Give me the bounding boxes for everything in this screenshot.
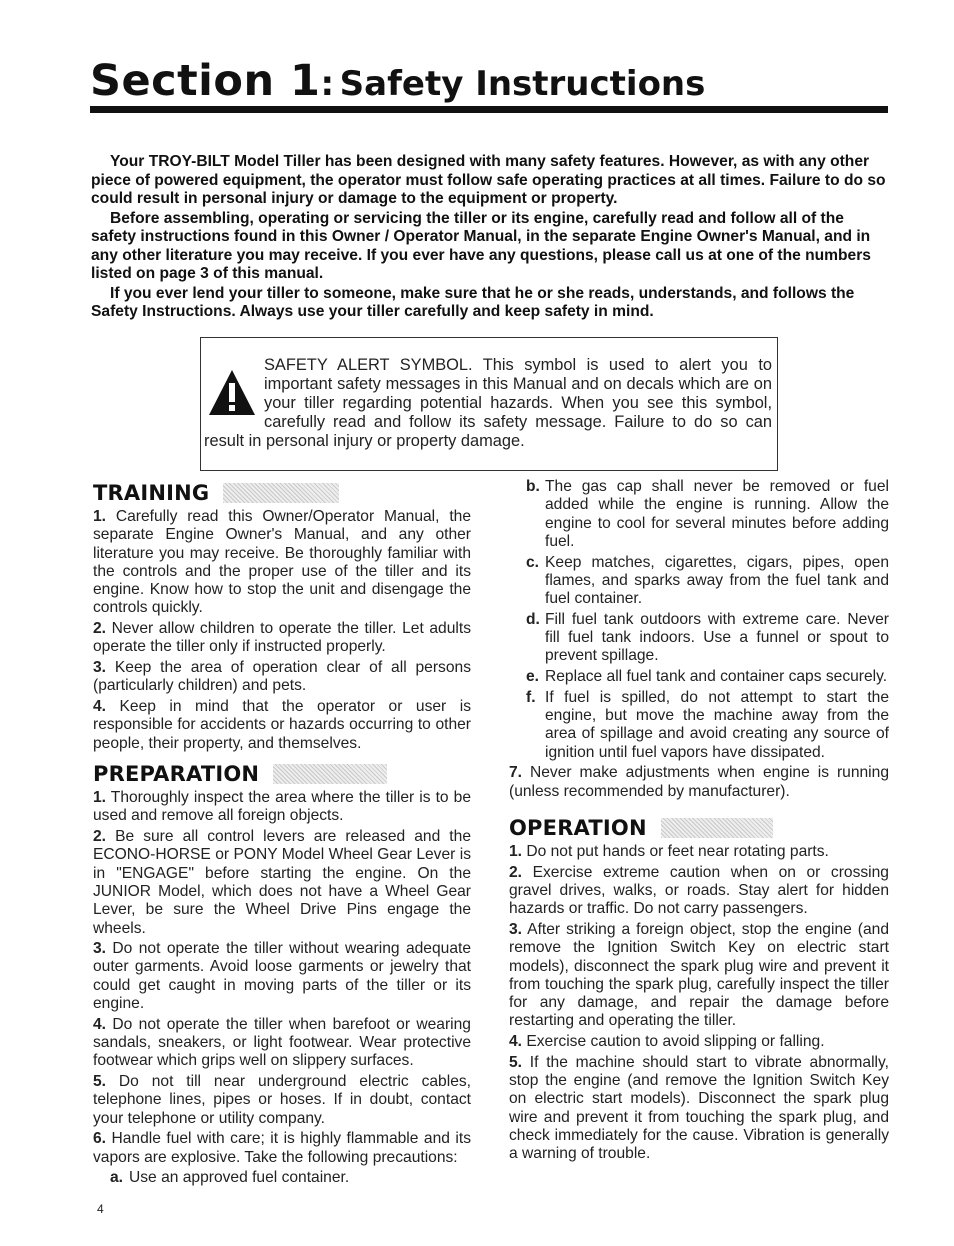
intro-paragraph: Before assembling, operating or servicing the tiller or its engine, carefully read and follow all of the safety instructions found in this Owner / Operator Manual, in the separate Engine Owner's Manual, and in any other literature you may receive. If you ever have any questions, please call us at one of the numbers listed on page 3 of this manual. bbox=[91, 209, 871, 282]
intro-paragraph: Your TROY-BILT Model Tiller has been designed with many safety features. However, as with any other piece of powered equipment, the operator must follow safe operating practices at all times. Failure to do so could result in personal injury or damage to the equipment or property. bbox=[91, 153, 886, 207]
sub-list-item: f. If fuel is spilled, do not attempt to start the engine, but move the machine away from the area of spillage and avoid creating any source of ignition until fuel vapors have dissipated. bbox=[526, 688, 889, 761]
list-item: 3. After striking a foreign object, stop the engine (and remove the Ignition Switch Key on electric start models), disconnect the spark plug wire and prevent it from touching the spark plug, carefully inspect the tiller for any damage, and repair the damage before restarting and operating the tiller. bbox=[509, 920, 890, 1030]
list-item: 5. Do not till near underground electric cables, telephone lines, pipes or hoses. If in doubt, contact your telephone or utility company. bbox=[93, 1073, 471, 1127]
training-heading: TRAINING bbox=[93, 478, 471, 508]
safety-alert-text: SAFETY ALERT SYMBOL. This symbol is used to alert you to important safety messages in this Manual and on decals which are on your tiller regarding potential hazards. When you see this symbol, carefully read and follow its safety message. Failure to do so can result in personal injury or property damage. bbox=[204, 356, 772, 450]
section-title: Safety Instructions bbox=[339, 64, 706, 104]
list-item: 3. Do not operate the tiller without wearing adequate outer garments. Avoid loose garments or jewelry that could get caught in moving parts of the tiller or its engine. bbox=[93, 940, 471, 1013]
list-item: 4. Keep in mind that the operator or user is responsible for accidents or hazards occurring to other people, their property, and themselves. bbox=[93, 698, 471, 752]
list-item: 4. Exercise caution to avoid slipping or falling. bbox=[509, 1033, 825, 1051]
sub-list-item: e. Replace all fuel tank and container caps securely. bbox=[526, 668, 888, 686]
operation-heading: OPERATION bbox=[509, 813, 889, 843]
list-item: 5. If the machine should start to vibrate abnormally, stop the engine (and remove the Ignition Switch Key on electric start models). Disconnect the spark plug wire and prevent it from touching the spark plug, and check immediately for the cause. Vibration is generally a warning of trouble. bbox=[509, 1053, 889, 1163]
left-column bbox=[93, 478, 471, 1190]
page-number: 4 bbox=[97, 1202, 104, 1216]
right-column bbox=[509, 478, 889, 1166]
sub-list-item: b. The gas cap shall never be removed or fuel added while the engine is running. Allow the engine to cool for several minutes before adding fuel. bbox=[526, 478, 889, 550]
list-item: 1. Do not put hands or feet near rotating parts. bbox=[509, 843, 829, 860]
title-separator: : bbox=[320, 64, 335, 104]
list-item: 2. Exercise extreme caution when on or crossing gravel drives, walks, or roads. Stay alert for hidden hazards or traffic. Do not carry passengers. bbox=[509, 863, 889, 918]
list-item: 1. Carefully read this Owner/Operator Manual, the separate Engine Owner's Manual, and any other literature you may receive. Be thoroughly familiar with the controls and the proper use of the tiller and its engine. Know how to stop the unit and disengage the controls quickly. bbox=[93, 508, 471, 617]
intro-text bbox=[91, 153, 891, 323]
list-item: 6. Handle fuel with care; it is highly flammable and its vapors are explosive. Take the following precautions: bbox=[93, 1130, 471, 1166]
page-title bbox=[90, 56, 890, 106]
sub-list-item: d. Fill fuel tank outdoors with extreme care. Never fill fuel tank indoors. Use a funnel or spout to prevent spillage. bbox=[526, 610, 889, 665]
list-item: 1. Thoroughly inspect the area where the tiller is to be used and remove all foreign objects. bbox=[93, 789, 471, 825]
list-item: 4. Do not operate the tiller when barefoot or wearing sandals, sneakers, or light footwear. Wear protective footwear which grips well on slippery surfaces. bbox=[93, 1015, 471, 1070]
list-item: 3. Keep the area of operation clear of all persons (particularly children) and pets. bbox=[93, 659, 471, 695]
list-item: 7. Never make adjustments when engine is running (unless recommended by manufacturer). bbox=[509, 764, 889, 800]
list-item: 2. Never allow children to operate the tiller. Let adults operate the tiller only if instructed properly. bbox=[93, 620, 471, 656]
section-label: Section 1 bbox=[90, 56, 321, 106]
title-rule bbox=[90, 106, 888, 113]
list-item: 2. Be sure all control levers are released and the ECONO-HORSE or PONY Model Wheel Gear Lever is in "ENGAGE" before starting the engine. On the JUNIOR Model, which does not have a Wheel Gear Lever, be sure the Wheel Drive Pins engage the wheels. bbox=[93, 828, 471, 937]
preparation-heading: PREPARATION bbox=[93, 759, 471, 789]
sub-list-item: c. Keep matches, cigarettes, cigars, pipes, open flames, and sparks away from the fuel tank and fuel container. bbox=[526, 553, 889, 608]
sub-list-item: a. Use an approved fuel container. bbox=[110, 1169, 350, 1187]
intro-paragraph: If you ever lend your tiller to someone, make sure that he or she reads, understands, and follows the Safety Instructions. Always use your tiller carefully and keep safety in mind. bbox=[91, 284, 855, 320]
safety-alert-box bbox=[200, 337, 778, 471]
